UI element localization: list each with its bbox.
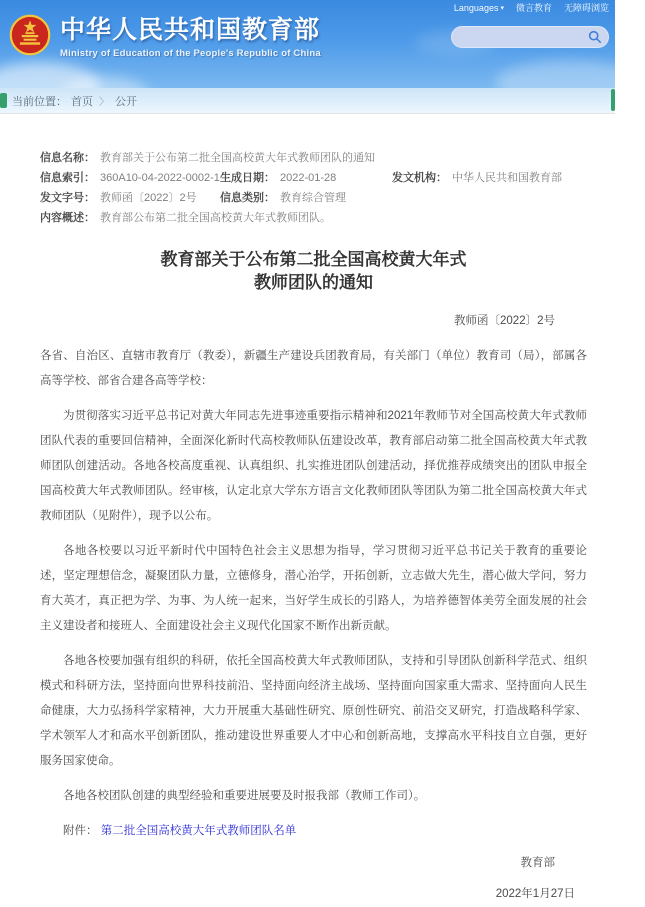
meta-value-index: 360A10-04-2022-0002-1 — [100, 172, 220, 184]
site-header — [0, 0, 615, 88]
meta-value-name: 教育部关于公布第二批全国高校黄大年式教师团队的通知 — [100, 152, 375, 164]
meta-label-summary: 内容概述： — [40, 212, 95, 224]
meta-value-summary: 教育部公布第二批全国高校黄大年式教师团队。 — [100, 212, 331, 224]
site-title: 中华人民共和国教育部 — [60, 16, 321, 44]
meta-label-agency: 发文机构： — [392, 172, 447, 184]
attachment-label: 附件： — [63, 825, 98, 837]
header-top-links — [454, 1, 609, 14]
document-title — [40, 248, 587, 294]
breadcrumb — [0, 88, 615, 114]
document-meta — [40, 148, 587, 228]
national-emblem-logo — [8, 13, 52, 57]
paragraph-4: 各地各校团队创建的典型经验和重要进展要及时报我部（教师工作司）。 — [63, 790, 426, 802]
right-edge-widget[interactable] — [611, 89, 615, 111]
breadcrumb-home[interactable]: 首页 — [71, 95, 93, 108]
attachment-line — [40, 819, 587, 844]
search-box — [451, 26, 609, 48]
breadcrumb-prefix: 当前位置： — [12, 95, 67, 108]
breadcrumb-section[interactable]: 公开 — [115, 95, 137, 108]
salutation: 各省、自治区、直辖市教育厅（教委），新疆生产建设兵团教育局，有关部门（单位）教育司（局），部属各高等学校、部省合建各高等学校： — [40, 350, 587, 387]
top-link-weiyan-education[interactable]: 微言教育 — [515, 3, 552, 13]
top-link-languages[interactable]: Languages ▾ — [453, 2, 504, 13]
meta-row-name — [40, 148, 587, 168]
attachment-link[interactable]: 第二批全国高校黄大年式教师团队名单 — [100, 825, 297, 837]
meta-row-docno — [40, 188, 587, 208]
site-brand — [8, 13, 321, 59]
meta-label-category: 信息类别： — [220, 192, 275, 204]
site-subtitle: Ministry of Education of the People's Republic of China — [60, 48, 321, 59]
meta-row-index — [40, 168, 587, 188]
meta-value-category: 教育综合管理 — [280, 192, 346, 204]
paragraph-3: 各地各校要加强有组织的科研，依托全国高校黄大年式教师团队，支持和引导团队创新科学范式、组织模式和科研方法，坚持面向世界科技前沿、坚持面向经济主战场、坚持面向国家重大需求、坚持面向人民生命健康，大力弘扬科学家精神，大力开展重大基础性研究、原创性研究、前沿交叉研究，打造战略科学家、学术领军人才和高水平创新团队，推动建设世界重要人才中心和创新高地，支撑高水平科技自立自强，更好服务国家使命。 — [40, 655, 587, 767]
search-input[interactable] — [462, 31, 588, 43]
document-date: 2022年1月27日 — [495, 888, 575, 900]
paragraph-2: 各地各校要以习近平新时代中国特色社会主义思想为指导，学习贯彻习近平总书记关于教育的重要论述，坚定理想信念，凝聚团队力量，立德修身，潜心治学，开拓创新，立志做大先生，潜心做大学问，努力育大英才，真正把为学、为事、为人统一起来，当好学生成长的引路人，为培养德智体美劳全面发展的社会主义建设者和接班人、全面建设社会主义现代化国家不断作出新贡献。 — [40, 545, 587, 632]
document-title-line1: 教育部关于公布第二批全国高校黄大年式 — [160, 250, 467, 269]
left-edge-widget[interactable] — [0, 93, 7, 108]
document-number: 教师函〔2022〕2号 — [454, 315, 555, 327]
meta-row-summary — [40, 208, 587, 228]
meta-value-docno: 教师函〔2022〕2号 — [100, 192, 197, 204]
search-icon[interactable] — [588, 30, 602, 44]
top-link-accessibility[interactable]: 无障碍浏览 — [563, 3, 609, 13]
chevron-down-icon: ▾ — [500, 4, 504, 12]
meta-value-agency: 中华人民共和国教育部 — [452, 172, 562, 184]
document-title-line2: 教师团队的通知 — [254, 273, 373, 292]
meta-value-gen-date: 2022-01-28 — [280, 172, 337, 184]
meta-label-docno: 发文字号： — [40, 192, 95, 204]
paragraph-1: 为贯彻落实习近平总书记对黄大年同志先进事迹重要指示精神和2021年教师节对全国高校黄大年式教师团队代表的重要回信精神，全面深化新时代高校教师队伍建设改革，教育部启动第二批全国高校黄大年式教师团队创建活动。各地各校高度重视、认真组织、扎实推进团队创建活动，择优推荐成绩突出的团队申报全国高校黄大年式教师团队。经审核，认定北京大学东方语言文化教师团队等团队为第二批全国高校黄大年式教师团队（见附件），现予以公布。 — [40, 410, 587, 522]
signature: 教育部 — [520, 857, 555, 869]
meta-label-gen-date: 生成日期： — [220, 172, 275, 184]
document-page — [0, 148, 615, 907]
meta-label-name: 信息名称： — [40, 152, 95, 164]
breadcrumb-separator: 〉 — [99, 97, 109, 108]
meta-label-index: 信息索引： — [40, 172, 95, 184]
